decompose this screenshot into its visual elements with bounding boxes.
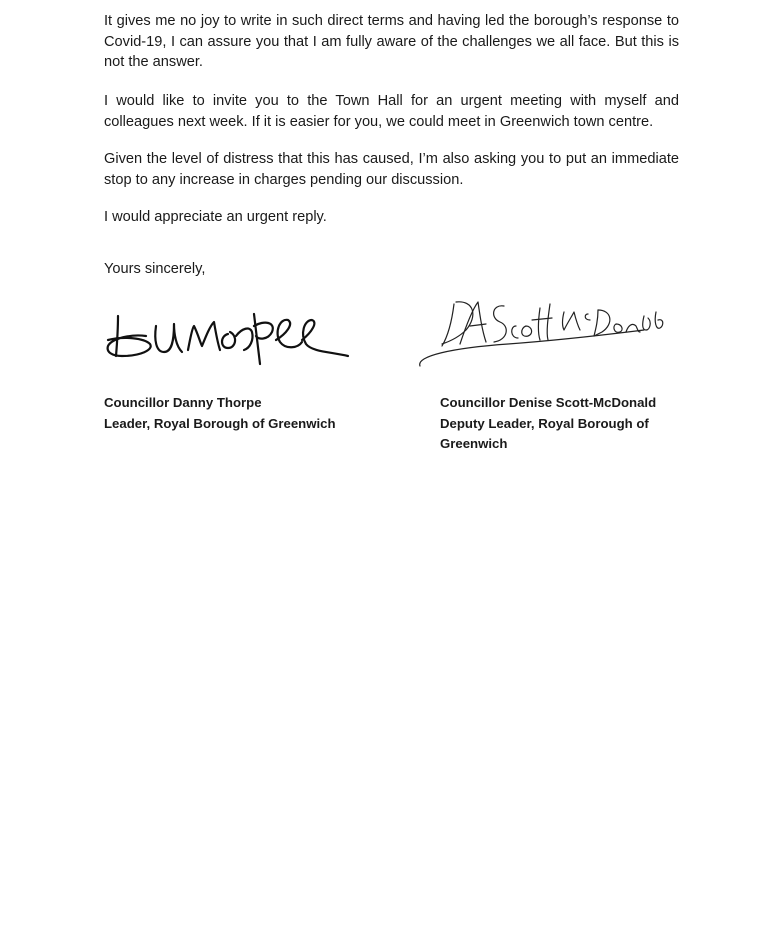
signatory-danny-thorpe	[104, 393, 384, 434]
paragraph-stop-charges: Given the level of distress that this has caused, I’m also asking you to put an immediate stop to any increase in charges pending our discussion.	[104, 151, 679, 188]
signatory-name: Councillor Danny Thorpe	[104, 395, 262, 410]
signatory-name: Councillor Denise Scott-McDonald	[440, 395, 657, 410]
paragraph-challenges: It gives me no joy to write in such direct terms and having led the borough’s response to Covid-19, I can assure you that I am fully aware of the challenges we all face. But this is not the answer.	[104, 13, 679, 70]
closing-salutation: Yours sincerely,	[104, 261, 206, 277]
paragraph-urgent-reply: I would appreciate an urgent reply.	[104, 209, 327, 225]
signatory-title: Leader, Royal Borough of Greenwich	[104, 415, 336, 431]
signatory-denise-scott-mcdonald	[440, 393, 680, 455]
signature-danny-thorpe-icon	[104, 300, 354, 366]
paragraph-meeting-invite: I would like to invite you to the Town Hall for an urgent meeting with myself and colleagues next week. If it is easier for you, we could meet in Greenwich town centre.	[104, 93, 679, 130]
signature-denise-scott-mcdonald-icon	[412, 290, 672, 376]
signatory-title-continued: Greenwich	[440, 436, 508, 451]
signatory-title: Deputy Leader, Royal Borough of	[440, 415, 649, 431]
